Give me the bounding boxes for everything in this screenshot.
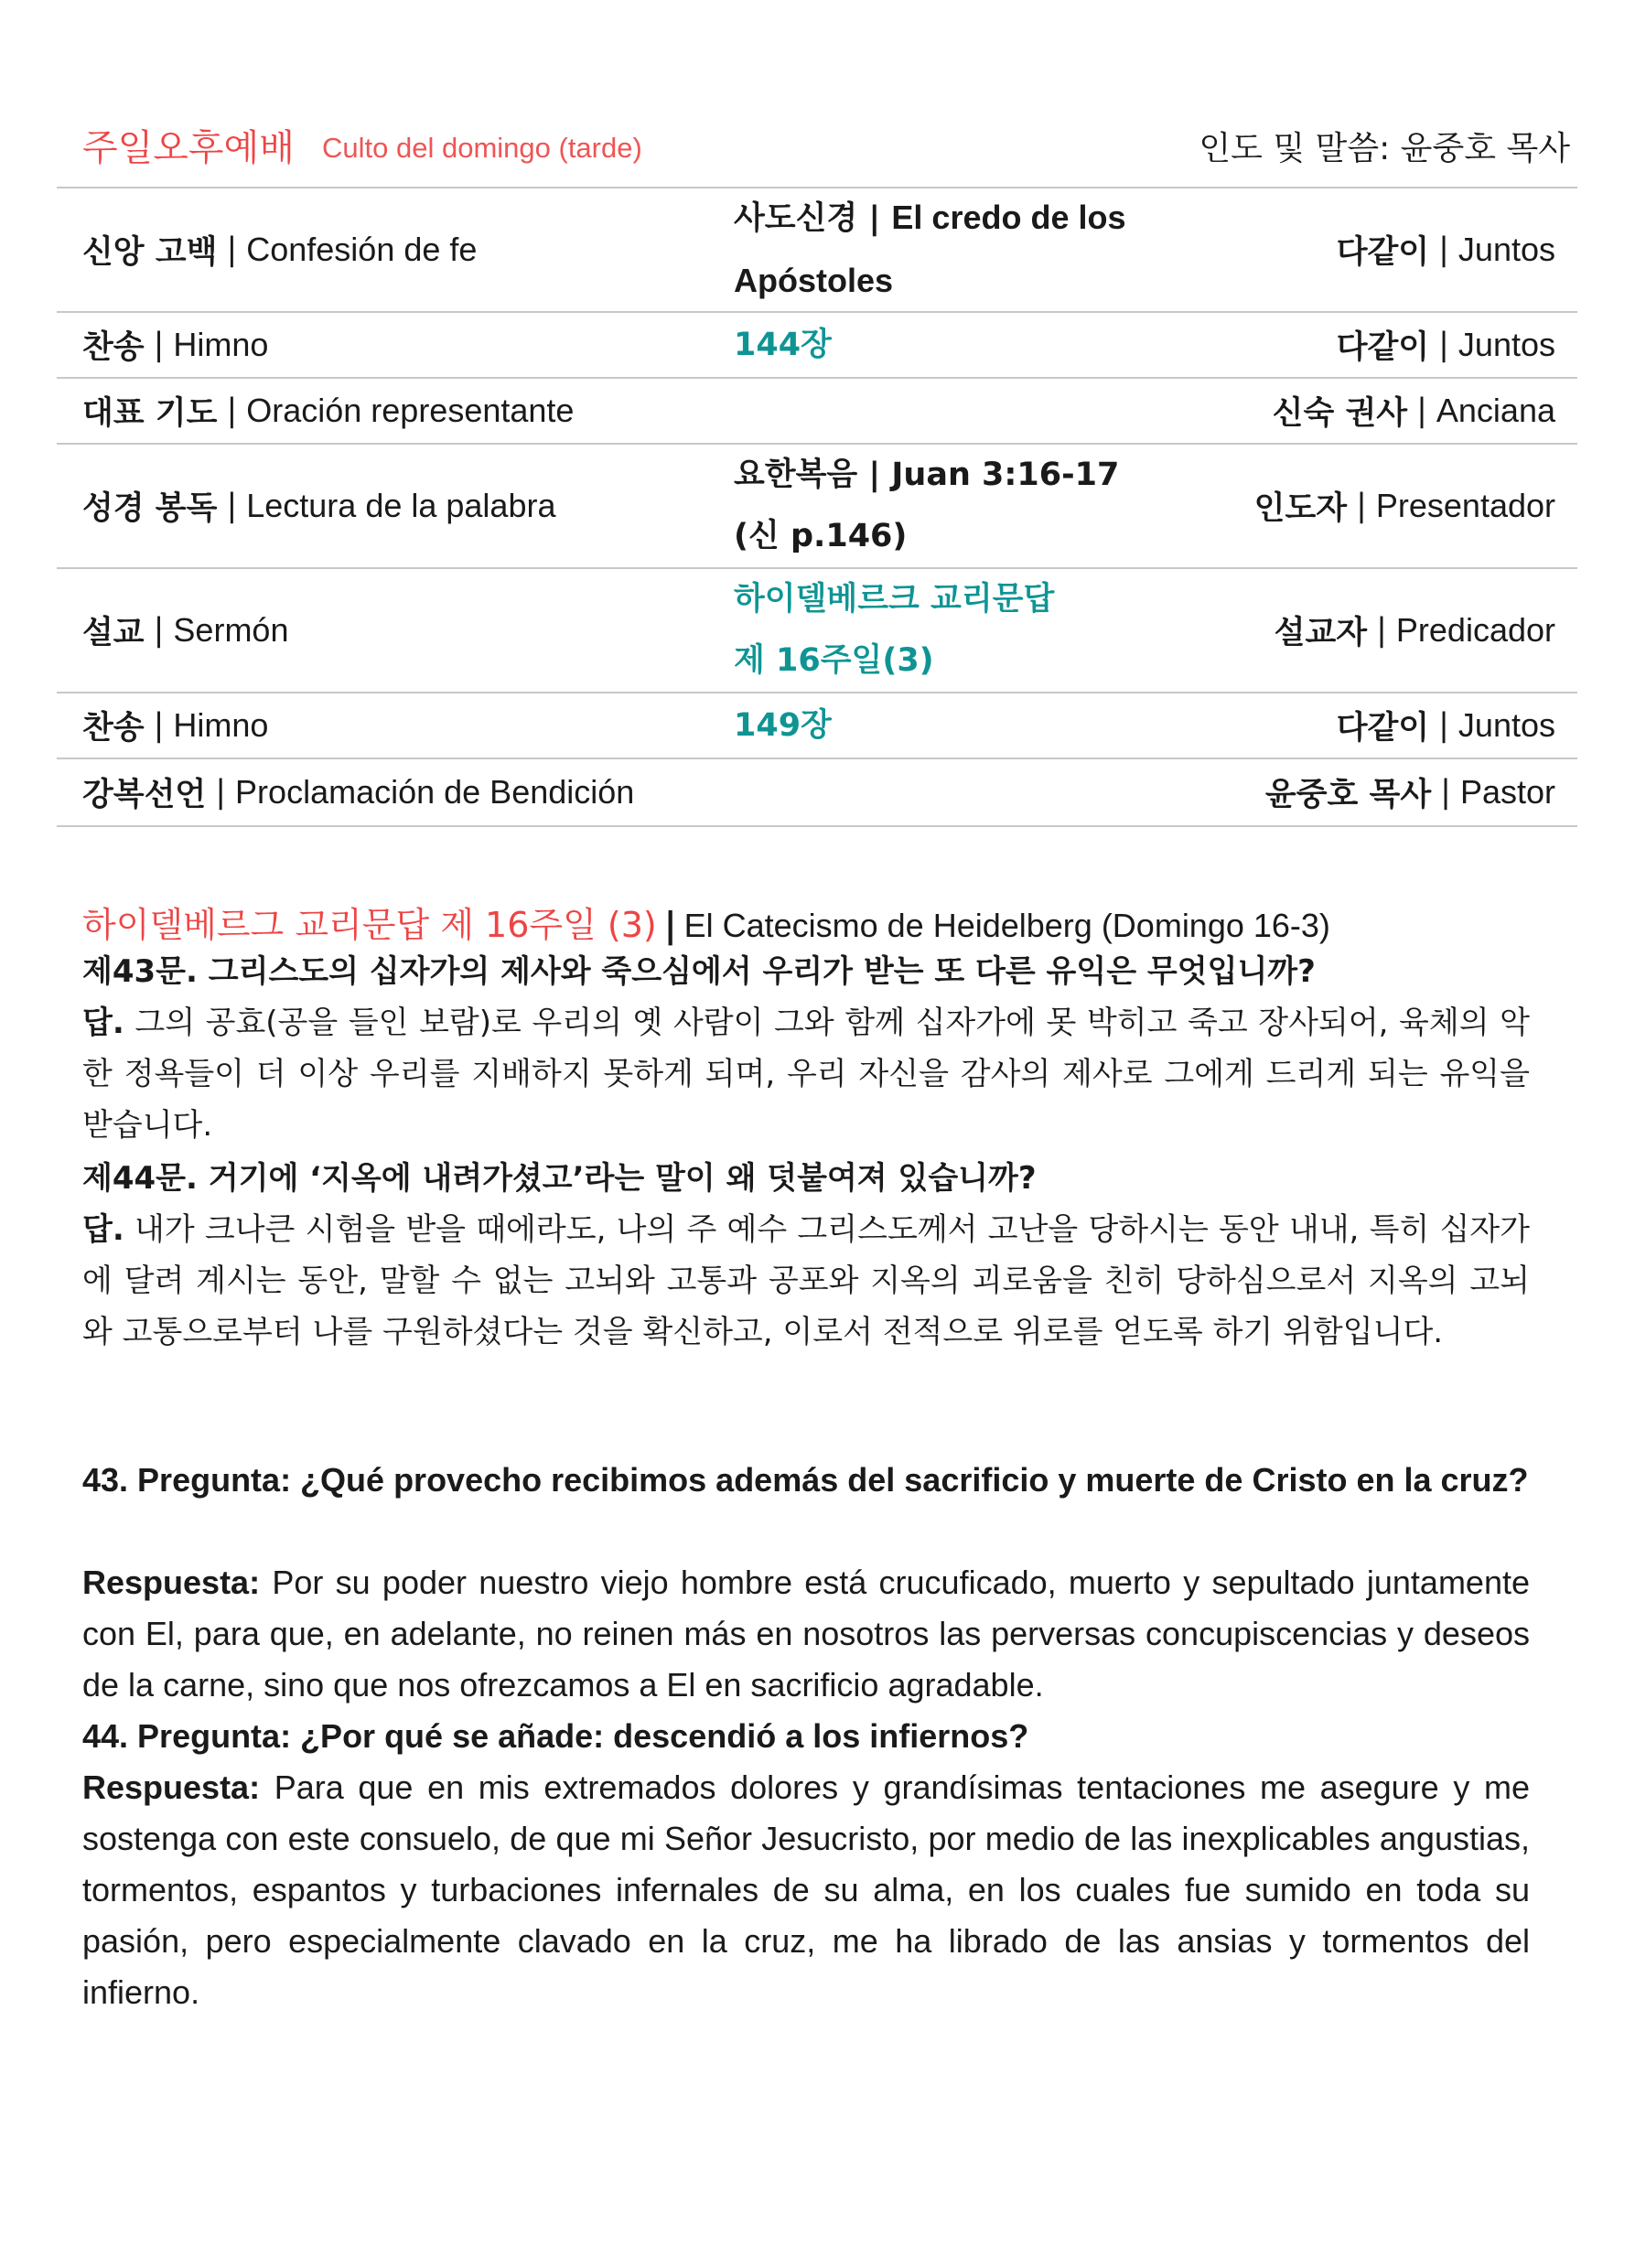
row-mid: 사도신경 | El credo de los Apóstoles xyxy=(734,199,1126,299)
catechism-title-es: El Catecismo de Heidelberg (Domingo 16-3) xyxy=(683,907,1330,944)
row-right-ko: 다같이 xyxy=(1336,329,1430,366)
service-title: 주일오후예배 xyxy=(82,127,295,169)
row-right-ko: 다같이 xyxy=(1336,234,1430,271)
row-label-ko: 강복선언 xyxy=(82,777,207,813)
bulletin-page xyxy=(57,110,1577,2011)
catechism-title-ko: 하이델베르그 교리문답 제 16주일 (3) xyxy=(82,905,657,945)
catechism-title: 하이델베르그 교리문답 제 16주일 (3) | El Catecismo de Heidelberg (Domingo 16-3) xyxy=(82,905,1330,945)
row-label-ko: 찬송 xyxy=(82,329,145,366)
row-right-es: Pastor xyxy=(1459,773,1555,811)
row-label-es: Proclamación de Bendición xyxy=(235,773,635,811)
row-label-ko: 대표 기도 xyxy=(82,395,218,432)
answer-44-es: Respuesta: Para que en mis extremados dolores y grandísimas tentaciones me asegure y me sostenga con este consuelo, de que mi Señor Jesucristo, por medio de las inexplicables angustias, tormentos, espantos y turbaciones infernales de su alma, en los cuales fue sumido en toda su pasión, pero especialmente clavado en la cruz, me ha librado de las ansias y tormentos del infierno. xyxy=(82,1768,1530,2011)
row-right-es: Juntos xyxy=(1458,326,1555,363)
row-right-es: Presentador xyxy=(1375,487,1555,524)
row-label-es: Oración representante xyxy=(246,392,575,429)
answer-43-ko: 답. 그의 공효(공을 들인 보람)로 우리의 옛 사람이 그와 함께 십자가에 못 박히고 죽고 장사되어, 육체의 악한 정욕들이 더 이상 우리를 지배하지 못하게 되며, 우리 자신을 감사의 제사로 그에게 드리게 되는 유익을 받습니다. xyxy=(82,1005,1530,1144)
row-right-ko: 인도자 xyxy=(1253,490,1348,527)
row-label-es: Lectura de la palabra xyxy=(246,487,556,524)
row-right-es: Juntos xyxy=(1458,231,1555,268)
row-label-es: Sermón xyxy=(173,611,289,649)
order-row-hymn-1: 찬송 | Himno 144장 다같이 | Juntos xyxy=(57,313,1577,379)
row-label-ko: 성경 봉독 xyxy=(82,490,218,527)
row-right-ko: 윤중호 목사 xyxy=(1264,777,1432,813)
order-row-hymn-2: 찬송 | Himno 149장 다같이 | Juntos xyxy=(57,693,1577,759)
row-label-es: Confesión de fe xyxy=(246,231,478,268)
service-header xyxy=(57,110,1577,188)
sermon-week: 제 16주일(3) xyxy=(734,642,934,679)
order-row-confession: 신앙 고백 | Confesión de fe 사도신경 | El credo de los Apóstoles 다같이 | Juntos xyxy=(57,188,1577,313)
scripture-reference: 요한복음 | Juan 3:16-17 xyxy=(734,457,1120,493)
question-44-ko: 제44문. 거기에 ‘지옥에 내려가셨고’라는 말이 왜 덧붙여져 있습니까? xyxy=(82,1160,1037,1197)
row-right-ko: 설교자 xyxy=(1274,615,1368,651)
service-title-es: Culto del domingo (tarde) xyxy=(322,132,642,164)
row-right-es: Anciana xyxy=(1436,392,1555,429)
question-43-ko: 제43문. 그리스도의 십자가의 제사와 죽으심에서 우리가 받는 또 다른 유익은 무엇입니까? xyxy=(82,953,1316,990)
row-right-ko: 신숙 권사 xyxy=(1272,395,1408,432)
order-row-benediction: 강복선언 | Proclamación de Bendición 윤중호 목사 | Pastor xyxy=(57,759,1577,827)
question-43-es: 43. Pregunta: ¿Qué provecho recibimos además del sacrificio y muerte de Cristo en la cruz? xyxy=(82,1461,1529,1499)
hymn-number: 144장 xyxy=(734,326,832,363)
row-label-ko: 찬송 xyxy=(82,710,145,747)
row-right-es: Predicador xyxy=(1395,611,1555,649)
row-label-ko: 설교 xyxy=(82,615,145,651)
answer-44-ko: 답. 내가 크나큰 시험을 받을 때에라도, 나의 주 예수 그리스도께서 고난을 당하시는 동안 내내, 특히 십자가에 달려 계시는 동안, 말할 수 없는 고뇌와 고통과 공포와 지옥의 괴로움을 친히 당하심으로서 지옥의 고뇌와 고통으로부터 나를 구원하셨다는 것을 확신하고, 이로서 전적으로 위로를 얻도록 하기 위함입니다. xyxy=(82,1211,1530,1350)
row-label-es: Himno xyxy=(173,706,269,744)
row-right-ko: 다같이 xyxy=(1336,710,1430,747)
answer-43-es: Respuesta: Por su poder nuestro viejo hombre está crucuficado, muerto y sepultado juntamente con El, para que, en adelante, no reinen más en nosotros las perversas concupiscencias y deseos de la carne, sino que nos ofrezcamos a El en sacrificio agradable. xyxy=(82,1564,1531,1704)
row-label-es: Himno xyxy=(173,326,269,363)
order-row-reading: 성경 봉독 | Lectura de la palabra 요한복음 | Juan 3:16-17 (신 p.146) 인도자 | Presentador xyxy=(57,445,1577,569)
hymn-number: 149장 xyxy=(734,706,832,744)
order-row-prayer: 대표 기도 | Oración representante 신숙 권사 | Anciana xyxy=(57,379,1577,445)
question-44-es: 44. Pregunta: ¿Por qué se añade: descendió a los infiernos? xyxy=(82,1717,1029,1755)
sermon-topic: 하이델베르크 교리문답 xyxy=(734,581,1055,618)
service-leader: 인도 및 말씀: 윤중호 목사 xyxy=(1199,130,1570,167)
row-right-es: Juntos xyxy=(1458,706,1555,744)
scripture-page: (신 p.146) xyxy=(734,518,908,554)
row-label-ko: 신앙 고백 xyxy=(82,234,218,271)
order-row-sermon: 설교 | Sermón 하이델베르크 교리문답 제 16주일(3) 설교자 | Predicador xyxy=(57,569,1577,693)
